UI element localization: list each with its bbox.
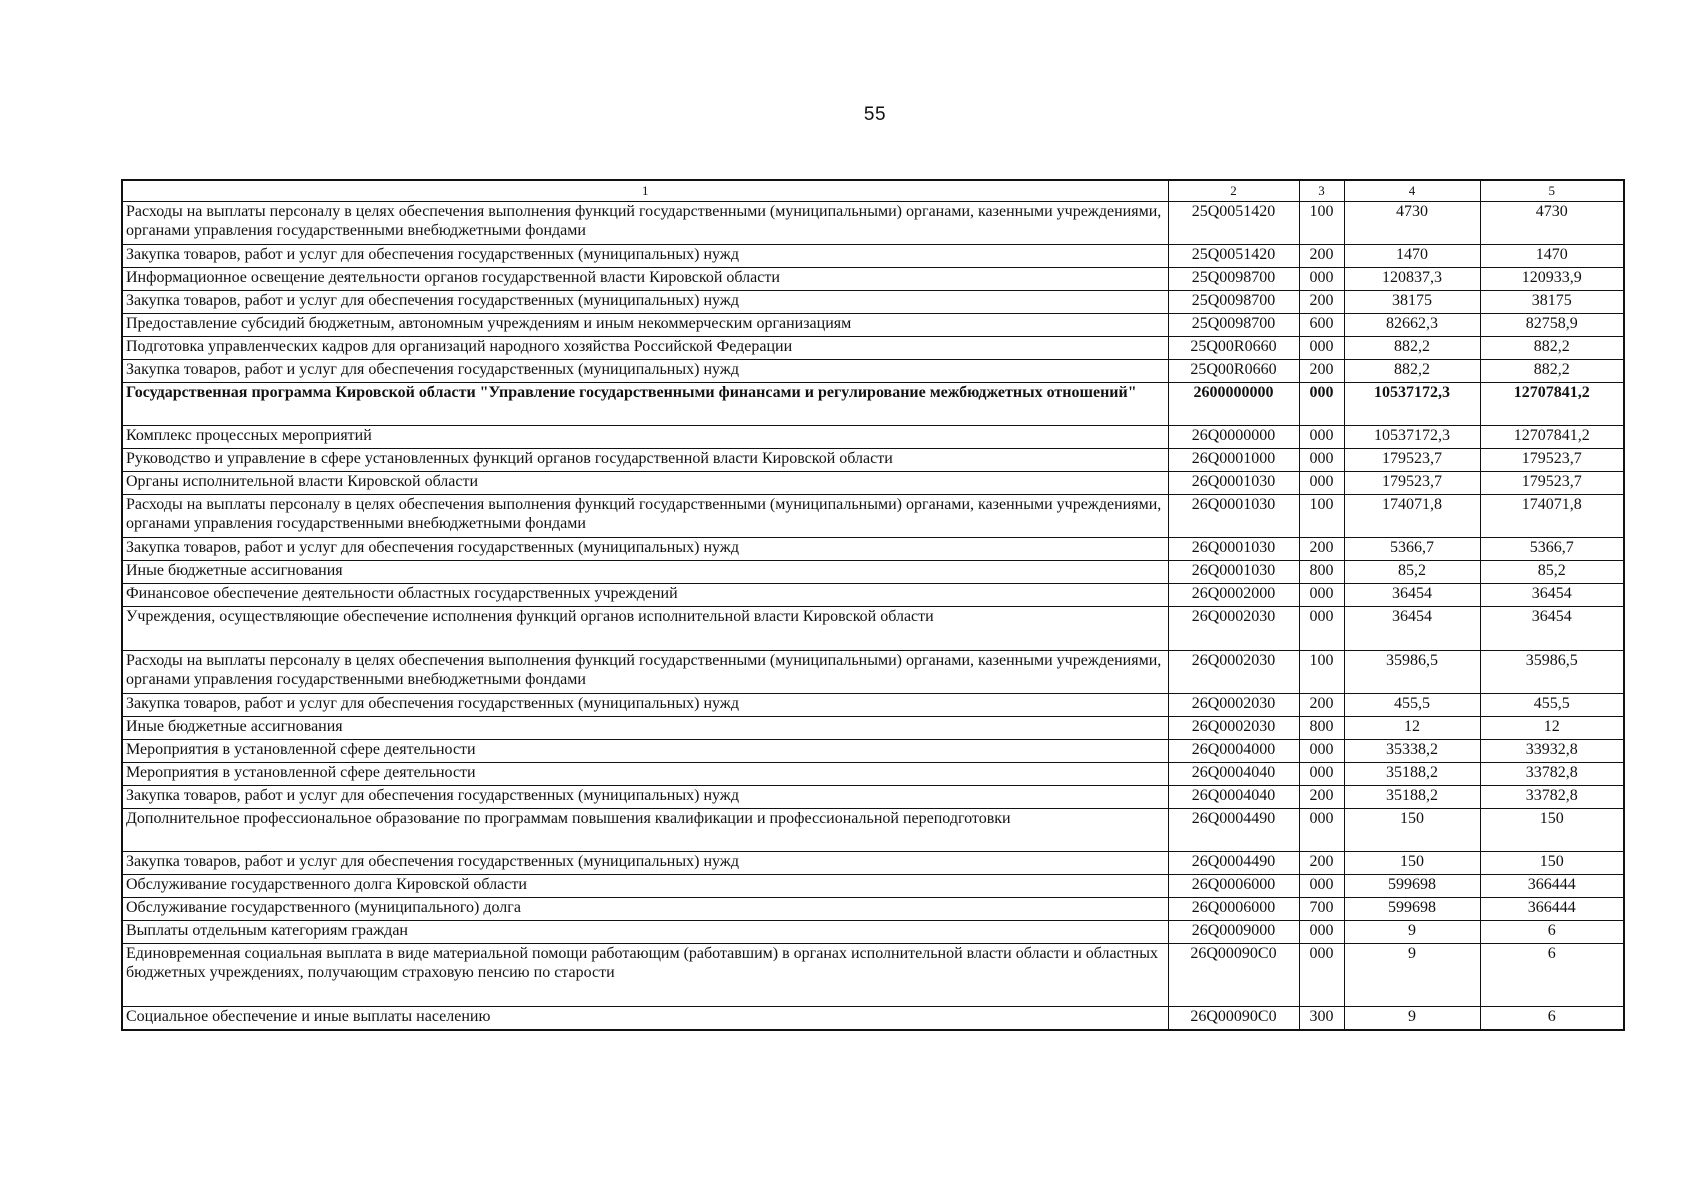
table-row	[122, 202, 1624, 245]
row-value-col5: 36454	[1480, 607, 1624, 651]
row-name: Предоставление субсидий бюджетным, автономным учреждениям и иным некоммерческим организациям	[122, 314, 1168, 337]
row-value-col5: 33932,8	[1480, 740, 1624, 763]
row-value-col4: 882,2	[1344, 337, 1480, 360]
row-value-col5: 4730	[1480, 202, 1624, 245]
row-expense-type: 600	[1299, 314, 1344, 337]
table-row	[122, 740, 1624, 763]
row-code: 26Q0001030	[1168, 495, 1299, 538]
row-code: 26Q0006000	[1168, 875, 1299, 898]
row-expense-type: 200	[1299, 538, 1344, 561]
row-name: Расходы на выплаты персоналу в целях обеспечения выполнения функций государственными (муниципальными) органами, казенными учреждениями, органами управления государственными внебюджетными фондами	[122, 202, 1168, 245]
table-row	[122, 268, 1624, 291]
row-value-col4: 120837,3	[1344, 268, 1480, 291]
row-name: Иные бюджетные ассигнования	[122, 717, 1168, 740]
row-value-col4: 4730	[1344, 202, 1480, 245]
row-name: Закупка товаров, работ и услуг для обеспечения государственных (муниципальных) нужд	[122, 694, 1168, 717]
column-number: 2	[1168, 180, 1299, 202]
table-row	[122, 786, 1624, 809]
row-value-col4: 82662,3	[1344, 314, 1480, 337]
row-name: Информационное освещение деятельности органов государственной власти Кировской области	[122, 268, 1168, 291]
row-value-col4: 9	[1344, 944, 1480, 1007]
row-value-col4: 36454	[1344, 607, 1480, 651]
row-expense-type: 200	[1299, 694, 1344, 717]
row-expense-type: 000	[1299, 763, 1344, 786]
row-expense-type: 000	[1299, 921, 1344, 944]
table-row	[122, 426, 1624, 449]
row-value-col5: 12	[1480, 717, 1624, 740]
row-code: 26Q00090C0	[1168, 1007, 1299, 1030]
row-code: 26Q0002000	[1168, 584, 1299, 607]
row-code: 26Q0002030	[1168, 651, 1299, 694]
row-value-col5: 120933,9	[1480, 268, 1624, 291]
row-value-col4: 10537172,3	[1344, 426, 1480, 449]
row-value-col4: 599698	[1344, 875, 1480, 898]
row-code: 26Q0001000	[1168, 449, 1299, 472]
row-expense-type: 100	[1299, 202, 1344, 245]
row-value-col5: 12707841,2	[1480, 383, 1624, 426]
row-value-col5: 35986,5	[1480, 651, 1624, 694]
row-name: Социальное обеспечение и иные выплаты населению	[122, 1007, 1168, 1030]
row-value-col4: 9	[1344, 921, 1480, 944]
row-expense-type: 000	[1299, 944, 1344, 1007]
row-value-col5: 455,5	[1480, 694, 1624, 717]
row-name: Руководство и управление в сфере установленных функций органов государственной власти Кировской области	[122, 449, 1168, 472]
row-code: 26Q0000000	[1168, 426, 1299, 449]
row-value-col4: 35188,2	[1344, 763, 1480, 786]
row-code: 26Q0001030	[1168, 561, 1299, 584]
table-row	[122, 944, 1624, 1007]
row-name: Выплаты отдельным категориям граждан	[122, 921, 1168, 944]
row-value-col5: 85,2	[1480, 561, 1624, 584]
table-row	[122, 1007, 1624, 1030]
row-code: 2600000000	[1168, 383, 1299, 426]
row-value-col4: 599698	[1344, 898, 1480, 921]
row-value-col5: 6	[1480, 1007, 1624, 1030]
row-expense-type: 000	[1299, 607, 1344, 651]
row-value-col5: 150	[1480, 809, 1624, 852]
row-name: Закупка товаров, работ и услуг для обеспечения государственных (муниципальных) нужд	[122, 360, 1168, 383]
row-value-col5: 882,2	[1480, 337, 1624, 360]
row-value-col4: 455,5	[1344, 694, 1480, 717]
table-row	[122, 495, 1624, 538]
table-row	[122, 809, 1624, 852]
table-row	[122, 651, 1624, 694]
column-number-row	[122, 180, 1624, 202]
row-expense-type: 200	[1299, 291, 1344, 314]
row-name: Мероприятия в установленной сфере деятельности	[122, 740, 1168, 763]
row-value-col5: 366444	[1480, 875, 1624, 898]
table-row	[122, 337, 1624, 360]
table-row	[122, 472, 1624, 495]
column-number: 1	[122, 180, 1168, 202]
row-name: Единовременная социальная выплата в виде материальной помощи работающим (работавшим) в органах исполнительной власти области и областных бюджетных учреждениях, получающим страховую пенсию по старости	[122, 944, 1168, 1007]
row-name: Иные бюджетные ассигнования	[122, 561, 1168, 584]
row-code: 26Q0006000	[1168, 898, 1299, 921]
row-expense-type: 000	[1299, 809, 1344, 852]
row-code: 26Q0001030	[1168, 538, 1299, 561]
row-expense-type: 000	[1299, 472, 1344, 495]
row-name: Закупка товаров, работ и услуг для обеспечения государственных (муниципальных) нужд	[122, 786, 1168, 809]
row-expense-type: 300	[1299, 1007, 1344, 1030]
row-code: 25Q00R0660	[1168, 360, 1299, 383]
row-value-col4: 9	[1344, 1007, 1480, 1030]
row-name: Обслуживание государственного долга Кировской области	[122, 875, 1168, 898]
table-body	[122, 202, 1624, 1030]
table-row	[122, 291, 1624, 314]
table-row	[122, 898, 1624, 921]
row-value-col5: 366444	[1480, 898, 1624, 921]
row-expense-type: 000	[1299, 584, 1344, 607]
row-name: Закупка товаров, работ и услуг для обеспечения государственных (муниципальных) нужд	[122, 291, 1168, 314]
row-name: Закупка товаров, работ и услуг для обеспечения государственных (муниципальных) нужд	[122, 852, 1168, 875]
row-value-col5: 1470	[1480, 245, 1624, 268]
row-value-col4: 35338,2	[1344, 740, 1480, 763]
row-expense-type: 000	[1299, 875, 1344, 898]
row-value-col5: 179523,7	[1480, 449, 1624, 472]
row-expense-type: 200	[1299, 360, 1344, 383]
row-value-col4: 85,2	[1344, 561, 1480, 584]
row-name: Учреждения, осуществляющие обеспечение исполнения функций органов исполнительной власти Кировской области	[122, 607, 1168, 651]
row-value-col5: 36454	[1480, 584, 1624, 607]
row-code: 26Q0002030	[1168, 607, 1299, 651]
row-expense-type: 700	[1299, 898, 1344, 921]
row-code: 26Q0004040	[1168, 763, 1299, 786]
row-value-col5: 33782,8	[1480, 763, 1624, 786]
row-code: 26Q0002030	[1168, 694, 1299, 717]
row-code: 26Q0004000	[1168, 740, 1299, 763]
row-value-col4: 36454	[1344, 584, 1480, 607]
row-code: 25Q0051420	[1168, 202, 1299, 245]
row-value-col4: 150	[1344, 852, 1480, 875]
row-value-col4: 882,2	[1344, 360, 1480, 383]
table-row	[122, 694, 1624, 717]
column-number: 3	[1299, 180, 1344, 202]
row-name: Расходы на выплаты персоналу в целях обеспечения выполнения функций государственными (муниципальными) органами, казенными учреждениями, органами управления государственными внебюджетными фондами	[122, 495, 1168, 538]
table-row	[122, 314, 1624, 337]
row-value-col5: 6	[1480, 944, 1624, 1007]
row-name: Финансовое обеспечение деятельности областных государственных учреждений	[122, 584, 1168, 607]
row-code: 26Q00090C0	[1168, 944, 1299, 1007]
row-expense-type: 000	[1299, 383, 1344, 426]
row-code: 26Q0001030	[1168, 472, 1299, 495]
row-value-col5: 38175	[1480, 291, 1624, 314]
row-name: Государственная программа Кировской области "Управление государственными финансами и регулирование межбюджетных отношений"	[122, 383, 1168, 426]
row-expense-type: 000	[1299, 740, 1344, 763]
table-row	[122, 875, 1624, 898]
row-value-col4: 38175	[1344, 291, 1480, 314]
row-value-col4: 10537172,3	[1344, 383, 1480, 426]
row-value-col5: 12707841,2	[1480, 426, 1624, 449]
row-code: 25Q0098700	[1168, 314, 1299, 337]
row-value-col5: 82758,9	[1480, 314, 1624, 337]
table-row	[122, 921, 1624, 944]
row-value-col5: 5366,7	[1480, 538, 1624, 561]
row-expense-type: 200	[1299, 245, 1344, 268]
row-expense-type: 200	[1299, 786, 1344, 809]
row-value-col4: 12	[1344, 717, 1480, 740]
row-code: 26Q0004490	[1168, 852, 1299, 875]
row-code: 26Q0002030	[1168, 717, 1299, 740]
table-row	[122, 763, 1624, 786]
row-value-col4: 150	[1344, 809, 1480, 852]
row-name: Органы исполнительной власти Кировской области	[122, 472, 1168, 495]
table-row	[122, 717, 1624, 740]
row-name: Подготовка управленческих кадров для организаций народного хозяйства Российской Федерации	[122, 337, 1168, 360]
table-row	[122, 607, 1624, 651]
row-name: Мероприятия в установленной сфере деятельности	[122, 763, 1168, 786]
row-name: Комплекс процессных мероприятий	[122, 426, 1168, 449]
row-expense-type: 100	[1299, 651, 1344, 694]
table-row	[122, 538, 1624, 561]
row-value-col5: 150	[1480, 852, 1624, 875]
row-value-col5: 174071,8	[1480, 495, 1624, 538]
row-value-col5: 33782,8	[1480, 786, 1624, 809]
row-expense-type: 100	[1299, 495, 1344, 538]
row-value-col4: 1470	[1344, 245, 1480, 268]
row-expense-type: 800	[1299, 717, 1344, 740]
row-expense-type: 000	[1299, 337, 1344, 360]
table-row	[122, 584, 1624, 607]
page-number: 55	[863, 104, 887, 125]
row-code: 25Q00R0660	[1168, 337, 1299, 360]
row-expense-type: 800	[1299, 561, 1344, 584]
row-value-col4: 35188,2	[1344, 786, 1480, 809]
row-value-col4: 179523,7	[1344, 449, 1480, 472]
row-expense-type: 000	[1299, 268, 1344, 291]
budget-table	[121, 179, 1625, 1031]
row-code: 25Q0051420	[1168, 245, 1299, 268]
row-value-col4: 5366,7	[1344, 538, 1480, 561]
column-number: 4	[1344, 180, 1480, 202]
table-row	[122, 383, 1624, 426]
column-number: 5	[1480, 180, 1624, 202]
table-row	[122, 561, 1624, 584]
table-row	[122, 852, 1624, 875]
row-code: 26Q0009000	[1168, 921, 1299, 944]
row-value-col4: 179523,7	[1344, 472, 1480, 495]
row-expense-type: 200	[1299, 852, 1344, 875]
row-value-col5: 6	[1480, 921, 1624, 944]
row-expense-type: 000	[1299, 449, 1344, 472]
row-name: Обслуживание государственного (муниципального) долга	[122, 898, 1168, 921]
row-name: Закупка товаров, работ и услуг для обеспечения государственных (муниципальных) нужд	[122, 538, 1168, 561]
row-value-col5: 882,2	[1480, 360, 1624, 383]
row-code: 26Q0004040	[1168, 786, 1299, 809]
row-name: Расходы на выплаты персоналу в целях обеспечения выполнения функций государственными (муниципальными) органами, казенными учреждениями, органами управления государственными внебюджетными фондами	[122, 651, 1168, 694]
row-code: 26Q0004490	[1168, 809, 1299, 852]
row-value-col4: 174071,8	[1344, 495, 1480, 538]
row-name: Дополнительное профессиональное образование по программам повышения квалификации и профессиональной переподготовки	[122, 809, 1168, 852]
row-code: 25Q0098700	[1168, 291, 1299, 314]
row-value-col4: 35986,5	[1344, 651, 1480, 694]
table-row	[122, 449, 1624, 472]
table-row	[122, 360, 1624, 383]
row-value-col5: 179523,7	[1480, 472, 1624, 495]
row-code: 25Q0098700	[1168, 268, 1299, 291]
table-row	[122, 245, 1624, 268]
row-expense-type: 000	[1299, 426, 1344, 449]
row-name: Закупка товаров, работ и услуг для обеспечения государственных (муниципальных) нужд	[122, 245, 1168, 268]
